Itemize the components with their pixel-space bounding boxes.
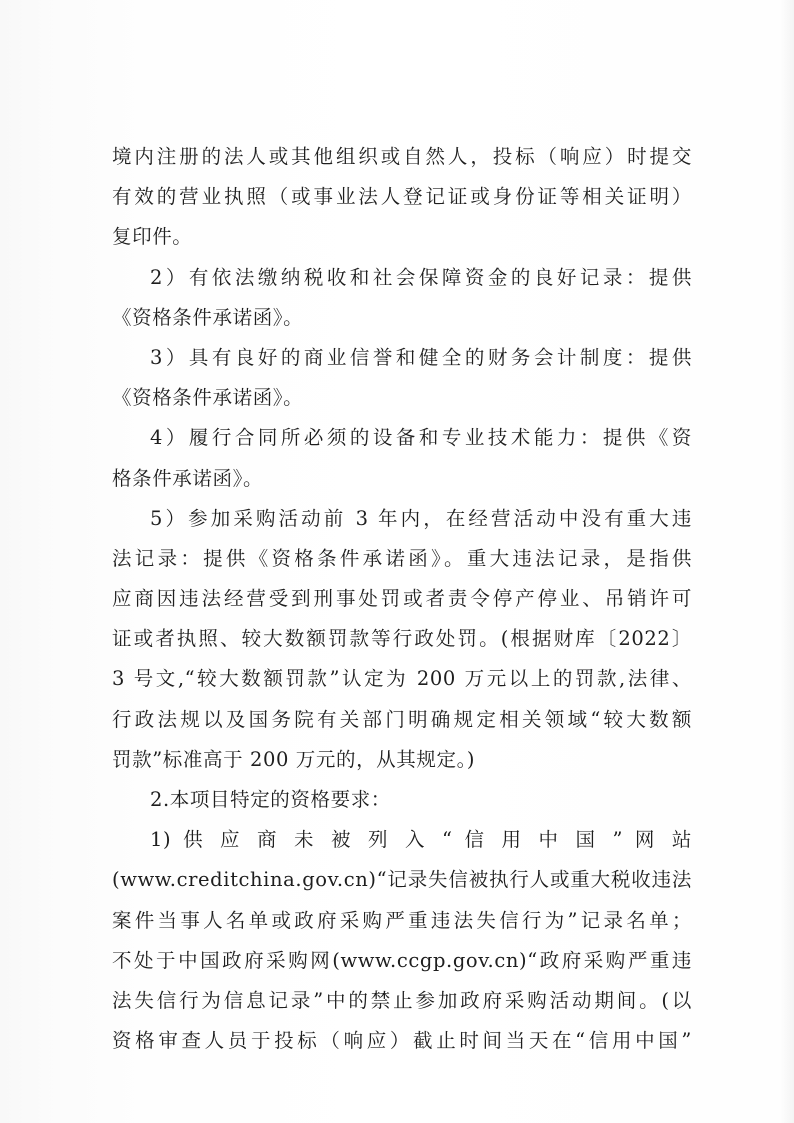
text-line: 有效的营业执照（或事业法人登记证或身份证等相关证明）: [112, 185, 692, 209]
text-line: 4）履行合同所必须的设备和专业技术能力：提供《资: [150, 426, 692, 450]
text-line: 3 号文,“较大数额罚款”认定为 200 万元以上的罚款,法律、: [112, 667, 692, 691]
text-line: 《资格条件承诺函》。: [112, 305, 304, 329]
text-line: 复印件。: [112, 225, 193, 249]
text-line: 2）有依法缴纳税收和社会保障资金的良好记录：提供: [150, 265, 692, 289]
text-line: 应商因违法经营受到刑事处罚或者责令停产停业、吊销许可: [112, 587, 692, 611]
text-line: (www.creditchina.gov.cn)“记录失信被执行人或重大税收违法: [112, 868, 692, 892]
text-line: 3）具有良好的商业信誉和健全的财务会计制度：提供: [150, 345, 692, 369]
text-line: 罚款”标准高于 200 万元的，从其规定。): [112, 747, 476, 771]
text-line: 资格审查人员于投标（响应）截止时间当天在“信用中国”: [112, 1029, 692, 1053]
text-line: 1) 供 应 商 未 被 列 入 “ 信 用 中 国 ” 网 站: [150, 828, 692, 852]
text-line: 行政法规以及国务院有关部门明确规定相关领域“较大数额: [112, 707, 692, 731]
text-line: 法失信行为信息记录”中的禁止参加政府采购活动期间。(以: [112, 988, 692, 1012]
text-line: 法记录：提供《资格条件承诺函》。重大违法记录，是指供: [112, 546, 692, 570]
document-body: [112, 137, 692, 1061]
text-line: 《资格条件承诺函》。: [112, 386, 304, 410]
text-line: 格条件承诺函》。: [112, 466, 264, 490]
text-line: 境内注册的法人或其他组织或自然人，投标（响应）时提交: [112, 145, 692, 168]
text-line: 不处于中国政府采购网(www.ccgp.gov.cn)“政府采购严重违: [112, 948, 692, 972]
text-line: 5）参加采购活动前 3 年内，在经营活动中没有重大违: [150, 506, 692, 530]
text-line: 2.本项目特定的资格要求：: [150, 788, 391, 811]
text-line: 证或者执照、较大数额罚款等行政处罚。(根据财库〔2022〕: [112, 627, 692, 651]
text-line: 案件当事人名单或政府采购严重违法失信行为”记录名单；: [112, 908, 692, 932]
